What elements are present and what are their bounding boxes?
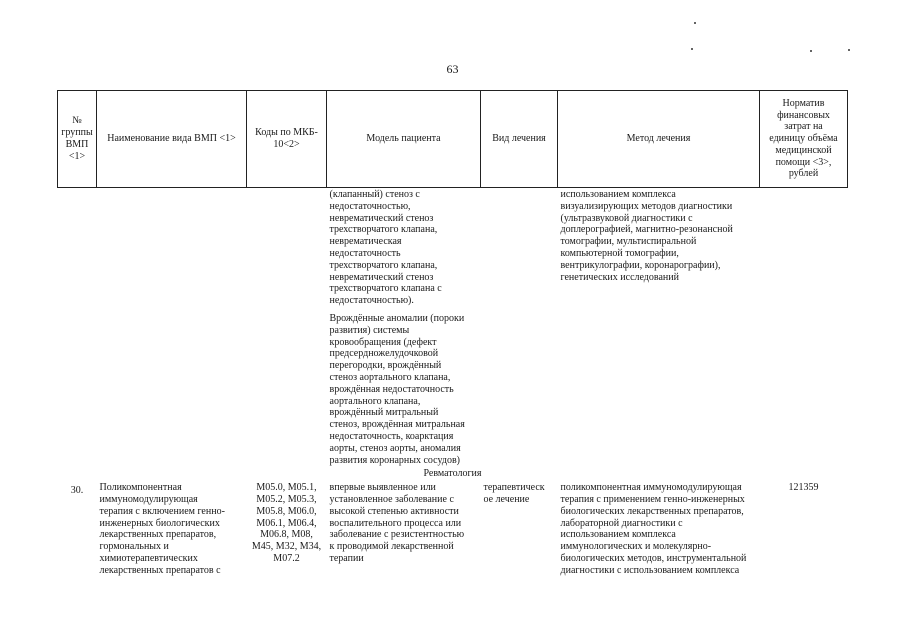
cell-vmp-name: Поликомпонентная иммуномодулирующая терапия с включением генно- инженерных биологических лекарственных препаратов, гормональных и химиотерапевтических лекарственных препаратов с: [99, 482, 225, 576]
cell-empty: [481, 188, 558, 468]
cell-patient-model: впервые выявленное или установленное заболевание с высокой степенью активности воспалительного процесса или заболевание с резистентностью к проводимой лекарственной терапии: [329, 482, 465, 564]
cell-group-number: 30.: [70, 485, 84, 497]
table-header-row: [58, 91, 848, 188]
patient-model-text: (клапанный) стеноз с недостаточностью, неврематический стеноз трехстворчатого клапана, неврематическая недостаточность трехстворчатого клапана, неврематический стеноз трехстворчатого клапана с недостаточностью).: [329, 189, 442, 307]
cell-icd-codes: M05.0, M05.1, M05.2, M05.3, M05.8, M06.0, M06.1, M06.4, M06.8, M08, M45, M32, M34, M07.2: [251, 482, 322, 564]
scan-speck: [691, 48, 693, 50]
col-header-patient-model: Модель пациента: [327, 91, 481, 188]
scan-speck: [848, 49, 850, 51]
cell-empty: [97, 188, 247, 468]
section-row: [58, 467, 848, 481]
vmp-table: [57, 90, 848, 578]
col-header-treatment-method: Метод лечения: [558, 91, 760, 188]
col-header-vmp-name: Наименование вида ВМП <1>: [97, 91, 247, 188]
table-row-continuation: [58, 188, 848, 468]
cell-treatment-type: терапевтическ ое лечение: [483, 482, 545, 505]
cell-patient-model: [327, 188, 481, 468]
scan-speck: [694, 22, 696, 24]
cell-empty: [247, 188, 327, 468]
section-title: Ревматология: [423, 468, 482, 480]
cell-empty: [760, 188, 848, 468]
cell-treatment-method: поликомпонентная иммуномодулирующая терапия с применением генно-инженерных биологических лекарственных препаратов, лабораторной диагностики с использованием комплекса иммунологических и молекулярно- биологических методов, инструментальной диагностики с использованием комплекса: [560, 482, 747, 576]
patient-model-text: Врождённые аномалии (пороки развития) системы кровообращения (дефект предсердножелудочковой перегородки, врождённый стеноз аортального клапана, врождённая недостаточность аортального клапана, врождённый митральный стеноз, врождённая митральная недостаточность, коарктация аорты, стеноз аорты, аномалия развития коронарных сосудов): [329, 312, 465, 466]
col-header-icd-codes: Коды по МКБ- 10<2>: [247, 91, 327, 188]
col-header-treatment-type: Вид лечения: [481, 91, 558, 188]
cell-treatment-method: использованием комплекса визуализирующих методов диагностики (ультразвуковой диагностики с доплерографией, магнитно-резонансной томографии, мультиспиральной компьютерной томографии, вентрикулографии, коронарографии), генетических исследований: [560, 189, 733, 283]
scan-speck: [810, 50, 812, 52]
col-header-cost-norm: Норматив финансовых затрат на единицу объёма медицинской помощи <3>, рублей: [760, 91, 848, 188]
cell-empty: [58, 188, 97, 468]
cell-cost-norm: 121359: [788, 482, 819, 494]
page-number: 63: [446, 62, 459, 76]
table-row-30: [58, 481, 848, 577]
col-header-group-number: № группы ВМП <1>: [58, 91, 97, 188]
